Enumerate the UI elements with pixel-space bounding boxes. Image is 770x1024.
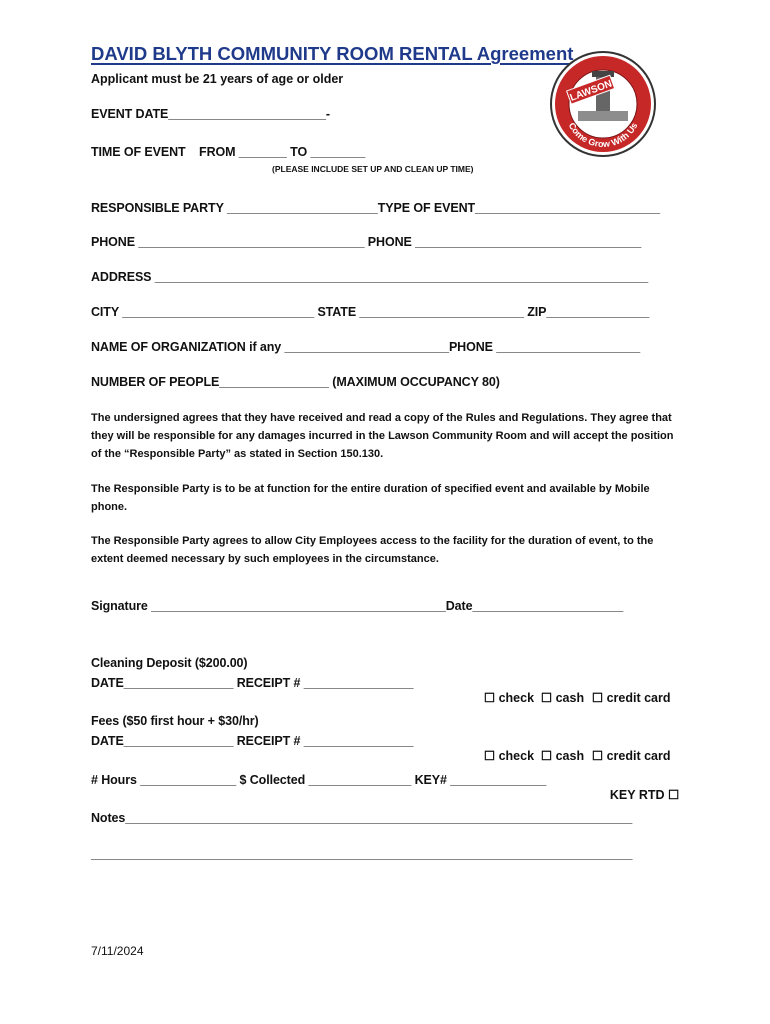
notes-field-line-2[interactable]: _______________________________________________________________________________ <box>91 847 633 861</box>
fees-check-option[interactable]: ☐ check <box>483 749 535 763</box>
fees-date-receipt-field[interactable]: DATE________________ RECEIPT # ________________ <box>91 734 414 748</box>
notes-field[interactable]: Notes__________________________________________________________________________ <box>91 811 633 825</box>
seal-center-text: LAWSON <box>568 78 614 104</box>
responsible-party-field[interactable]: RESPONSIBLE PARTY ______________________TYPE OF EVENT___________________________ <box>91 201 661 215</box>
phone-fields[interactable]: PHONE _________________________________ PHONE _________________________________ <box>91 235 642 249</box>
checkbox-icon[interactable]: ☐ <box>540 691 556 705</box>
checkbox-icon[interactable]: ☐ <box>591 691 607 705</box>
checkbox-icon[interactable]: ☐ <box>591 749 607 763</box>
cleaning-check-option[interactable]: ☐ check <box>483 691 535 705</box>
hours-collected-key-field[interactable]: # Hours ______________ $ Collected _______________ KEY# ______________ <box>91 773 547 787</box>
page-title: DAVID BLYTH COMMUNITY ROOM RENTAL Agreement <box>91 43 574 64</box>
event-date-field[interactable]: EVENT DATE_______________________- <box>91 107 330 121</box>
address-field[interactable]: ADDRESS ________________________________________________________________________ <box>91 270 649 284</box>
time-note: (PLEASE INCLUDE SET UP AND CLEAN UP TIME) <box>272 164 474 174</box>
organization-field[interactable]: NAME OF ORGANIZATION if any ________________________PHONE _____________________ <box>91 340 641 354</box>
fees-credit-option[interactable]: ☐ credit card <box>591 749 671 763</box>
responsible-party-paragraph: The Responsible Party is to be at function for the entire duration of specified event and available by Mobile phone. <box>91 483 650 513</box>
rules-paragraph: The undersigned agrees that they have received and read a copy of the Rules and Regulations. They agree that they will be responsible for any damages incurred in the Lawson Community Room and will accept the position of the “Responsible Party” as stated in Section 150.130. <box>91 412 674 460</box>
checkbox-icon[interactable]: ☐ <box>664 788 680 802</box>
checkbox-icon[interactable]: ☐ <box>540 749 556 763</box>
seal-bottom-text: Come Grow With Us <box>566 120 640 150</box>
time-of-event-field[interactable]: TIME OF EVENT FROM _______ TO ________ <box>91 145 366 159</box>
checkbox-icon[interactable]: ☐ <box>483 691 499 705</box>
cleaning-cash-option[interactable]: ☐ cash <box>540 691 585 705</box>
checkbox-icon[interactable]: ☐ <box>483 749 499 763</box>
fees-heading: Fees ($50 first hour + $30/hr) <box>91 714 259 728</box>
number-of-people-field[interactable]: NUMBER OF PEOPLE________________ (MAXIMUM OCCUPANCY 80) <box>91 375 500 389</box>
city-seal-logo <box>548 49 658 159</box>
footer-date: 7/11/2024 <box>91 944 144 958</box>
key-returned-option[interactable]: KEY RTD ☐ <box>609 788 680 802</box>
cleaning-credit-option[interactable]: ☐ credit card <box>591 691 671 705</box>
signature-field[interactable]: Signature ___________________________________________Date______________________ <box>91 599 624 613</box>
age-requirement: Applicant must be 21 years of age or older <box>91 72 344 86</box>
fees-cash-option[interactable]: ☐ cash <box>540 749 585 763</box>
cleaning-date-receipt-field[interactable]: DATE________________ RECEIPT # ________________ <box>91 676 414 690</box>
cleaning-deposit-heading: Cleaning Deposit ($200.00) <box>91 656 248 670</box>
access-paragraph: The Responsible Party agrees to allow City Employees access to the facility for the duration of event, to the extent deemed necessary by such employees in the circumstance. <box>91 535 654 565</box>
city-state-zip-field[interactable]: CITY ____________________________ STATE ________________________ ZIP_______________ <box>91 305 650 319</box>
